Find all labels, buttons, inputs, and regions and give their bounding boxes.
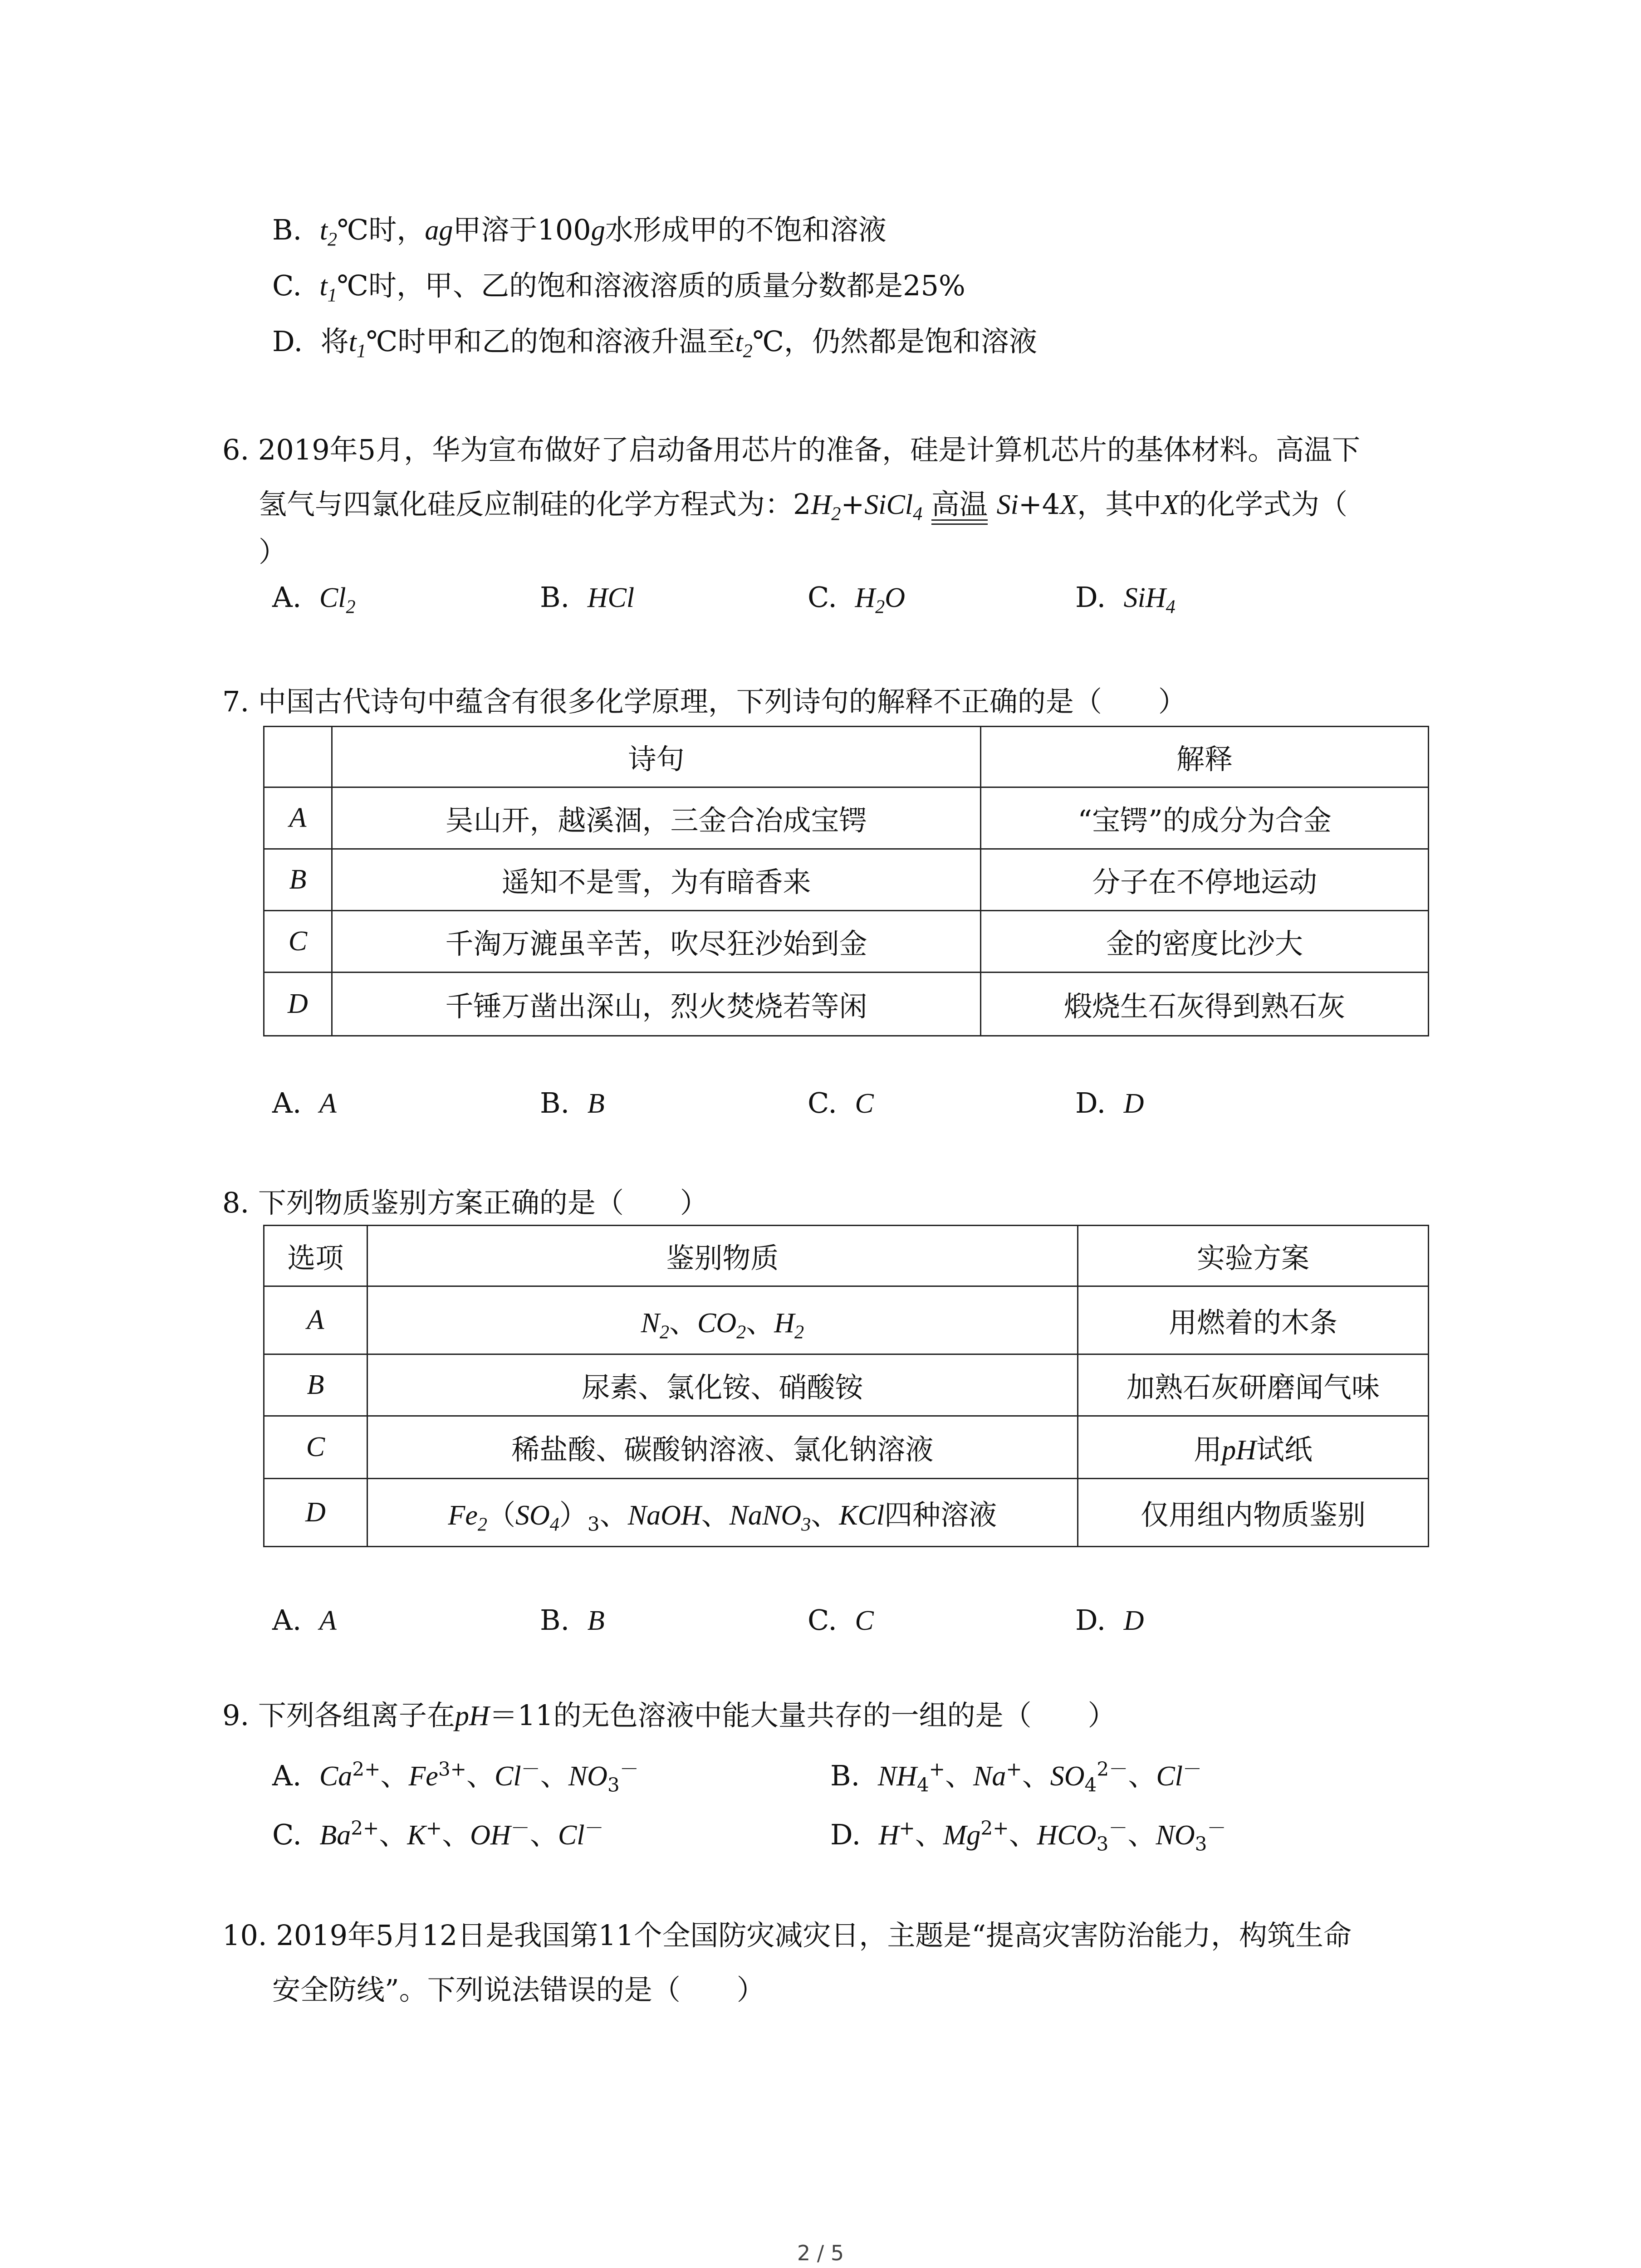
q8-table [263, 1225, 1429, 1547]
table-row [264, 787, 1429, 849]
q9-number: 9. [222, 1699, 250, 1732]
table-cell: 仅用组内物质鉴别 [1078, 1479, 1428, 1547]
q8-option-b[interactable]: B. B [540, 1603, 605, 1637]
q7-table [263, 726, 1429, 1036]
table-cell: 分子在不停地运动 [981, 849, 1429, 911]
q7-option-b[interactable]: B. B [540, 1086, 605, 1119]
table-cell: C [264, 911, 332, 973]
table-header-cell: 选项 [264, 1226, 367, 1286]
table-cell: 尿素、氯化铵、硝酸铵 [367, 1354, 1078, 1416]
table-row [264, 1479, 1429, 1547]
q9-option-d[interactable]: D. H+、$Mg^{2+}$、$HCO_3^-$、$NO_3^-$ [830, 1817, 1226, 1855]
table-header-cell: 鉴别物质 [367, 1226, 1078, 1286]
q8-option-a[interactable]: A. A [272, 1603, 337, 1637]
table-header-row [264, 727, 1429, 787]
q10-stem-line1: 10. 2019年5月12日是我国第11个全国防灾减灾日，主题是“提高灾害防治能力，构筑生命 [222, 1919, 1352, 1952]
q5-option-d: D. 将$t_1℃$时甲和乙的饱和溶液升温至$t_2℃$，仍然都是饱和溶液 [272, 325, 1037, 362]
table-header-cell: 解释 [981, 727, 1429, 787]
table-cell: 稀盐酸、碳酸钠溶液、氯化钠溶液 [367, 1416, 1078, 1479]
q6-number: 6. [222, 433, 250, 466]
q9-option-c[interactable]: C. $Ba^{2+}$、K+、OH－、Cl－ [272, 1817, 604, 1851]
table-cell: 千锤万凿出深山，烈火焚烧若等闲 [332, 973, 980, 1036]
q7-option-c[interactable]: C. C [808, 1086, 874, 1119]
table-cell: B [264, 849, 332, 911]
q7-option-a[interactable]: A. A [272, 1086, 337, 1119]
table-cell: 千淘万漉虽辛苦，吹尽狂沙始到金 [332, 911, 980, 973]
table-cell: 遥知不是雪，为有暗香来 [332, 849, 980, 911]
q6-stem-line2: 氢气与四氯化硅反应制硅的化学方程式为：$2H_2+SiCl_4$ 高温 Si+4X，其中X的化学式为（ [259, 488, 1348, 525]
table-cell: A [264, 787, 332, 849]
q9-option-b[interactable]: B. $NH_4^+$、Na+、$SO_4^{2-}$、Cl－ [830, 1758, 1202, 1796]
table-cell: 金的密度比沙大 [981, 911, 1429, 973]
table-cell: 煅烧生石灰得到熟石灰 [981, 973, 1429, 1036]
table-cell: 吴山开，越溪涸，三金合冶成宝锷 [332, 787, 980, 849]
table-header-cell: 实验方案 [1078, 1226, 1428, 1286]
q8-stem: 8. 下列物质鉴别方案正确的是（ ） [222, 1186, 708, 1219]
table-cell: $Fe_2(SO_4)_3$、NaOH、NaNO$_3$、KCl四种溶液 [367, 1479, 1078, 1547]
table-cell: “宝锷”的成分为合金 [981, 787, 1429, 849]
table-header-cell: 诗句 [332, 727, 980, 787]
q5-option-b: B. $t_2℃$时，ag甲溶于100g水形成甲的不饱和溶液 [272, 213, 887, 250]
q7-number: 7. [222, 685, 250, 718]
q6-option-c[interactable]: C. $H_2O$ [808, 581, 905, 618]
table-cell: $N_2$、$CO_2$、$H_2$ [367, 1286, 1078, 1354]
table-row [264, 911, 1429, 973]
table-cell: 加熟石灰研磨闻气味 [1078, 1354, 1428, 1416]
q6-option-b[interactable]: B. HCl [540, 581, 635, 614]
q7-option-d[interactable]: D. D [1075, 1086, 1144, 1119]
page-number: 2 / 5 [797, 2241, 844, 2265]
table-row [264, 1286, 1429, 1354]
table-header-cell [264, 727, 332, 787]
q9-option-a[interactable]: A. $Ca^{2+}$、$Fe^{3+}$、Cl－、$NO_3^-$ [272, 1758, 639, 1796]
table-cell: D [264, 1479, 367, 1547]
table-cell: A [264, 1286, 367, 1354]
table-cell: 用pH试纸 [1078, 1416, 1428, 1479]
q8-number: 8. [222, 1186, 250, 1219]
table-cell: B [264, 1354, 367, 1416]
table-cell: 用燃着的木条 [1078, 1286, 1428, 1354]
q6-option-d[interactable]: D. SiH$_4$ [1075, 581, 1176, 618]
q9-stem: 9. 下列各组离子在pH＝11的无色溶液中能大量共存的一组的是（ ） [222, 1699, 1116, 1732]
q8-option-c[interactable]: C. C [808, 1603, 874, 1637]
table-row [264, 849, 1429, 911]
q10-number: 10. [222, 1919, 267, 1952]
table-header-row [264, 1226, 1429, 1286]
q10-stem-line2: 安全防线”。下列说法错误的是（ ） [272, 1973, 765, 2006]
q6-stem-line3: ） [259, 535, 287, 568]
q6-option-a[interactable]: A. $Cl_2$ [272, 581, 356, 618]
q6-stem-line1: 6. 2019年5月，华为宣布做好了启动备用芯片的准备，硅是计算机芯片的基体材料。高温下 [222, 433, 1361, 466]
table-row [264, 1354, 1429, 1416]
q7-stem: 7. 中国古代诗句中蕴含有很多化学原理，下列诗句的解释不正确的是（ ） [222, 685, 1186, 718]
table-row [264, 973, 1429, 1036]
table-row [264, 1416, 1429, 1479]
table-cell: C [264, 1416, 367, 1479]
reaction-condition: 高温 [931, 488, 988, 521]
table-cell: D [264, 973, 332, 1036]
q8-option-d[interactable]: D. D [1075, 1603, 1144, 1637]
q5-option-c: C. $t_1℃$时，甲、乙的饱和溶液溶质的质量分数都是25% [272, 269, 965, 306]
